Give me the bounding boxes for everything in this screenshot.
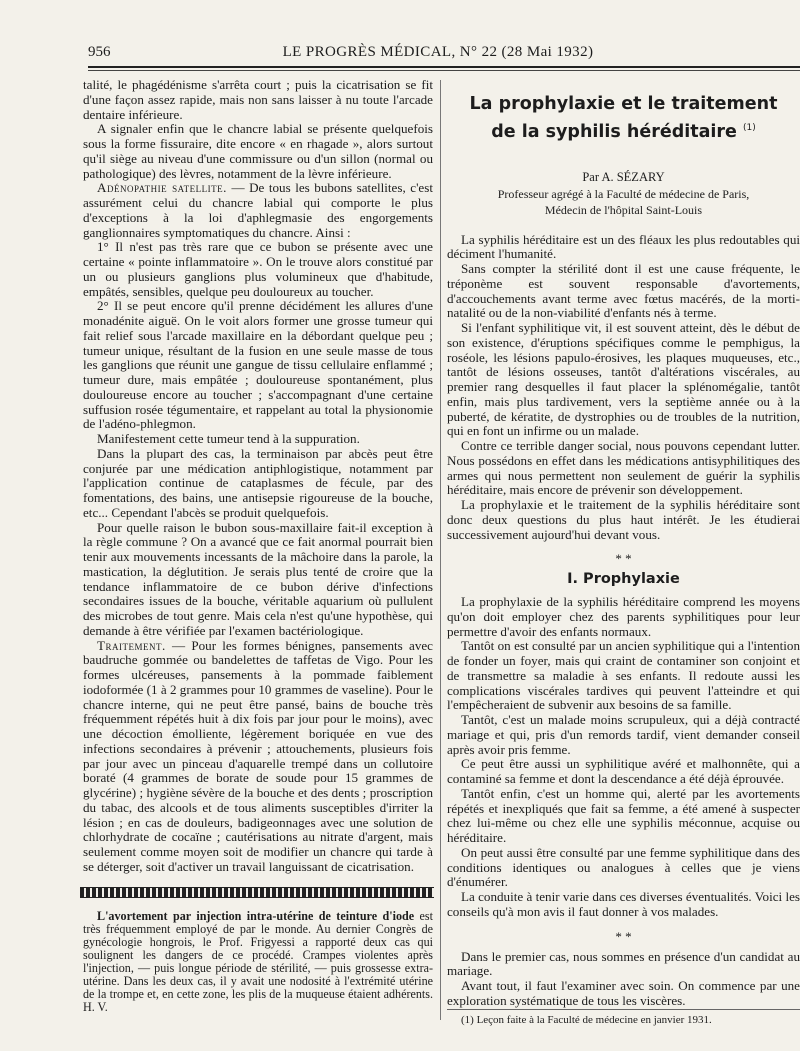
paragraph: Avant tout, il faut l'examiner avec soin. On commence par une exploration systématique de tous les viscères.	[447, 978, 800, 1008]
paragraph: 2° Il se peut encore qu'il prenne décidément les allures d'une monadénite aiguë. On le voit alors former une grosse tumeur qui fait relief sous l'arcade maxillaire en la débordant quelque peu ; tumeur unique, résultant de la fusion en une seule masse de tous les ganglions que réunit une gangue de tissu cellulaire enflammé ; tumeur dure, mais empâtée ; douloureuse spontanément, plus douloureuse encore au toucher ; s'accompagnant d'une certaine suffusion rosée tégumentaire, et rappelant au total la physionomie de l'adéno-phlegmon.	[83, 298, 433, 432]
paragraph: 1° Il n'est pas très rare que ce bubon se présente avec une certaine « pointe inflammatoire ». On le trouve alors constitué par un ou plusieurs ganglions plus volumineux que d'habitude, empâtés, sensibles, quelque peu douloureux au toucher.	[83, 239, 433, 299]
paragraph: La prophylaxie de la syphilis héréditaire comprend les moyens qu'on doit employer chez des parents syphilitiques pour leur permettre d'avoir des enfants normaux.	[447, 594, 800, 639]
paragraph: Tantôt on est consulté par un ancien syphilitique qui a l'intention de fonder un foyer, mais qui craint de contaminer son conjoint et de transmettre sa maladie à ses enfants. Il redoute aussi les complications viscérales tardives qui peuvent l'atteindre et qui l'empêcheraient de subvenir aux besoins de sa famille.	[447, 638, 800, 713]
paragraph: La conduite à tenir varie dans ces diverses éventualités. Voici les conseils qu'à mon avis il faut donner à vos malades.	[447, 889, 800, 919]
author-affiliation: Professeur agrégé à la Faculté de médecine de Paris,	[497, 186, 750, 201]
paragraph: Contre ce terrible danger social, nous pouvons cependant lutter. Nous possédons en effet dans les médications antisyphilitiques des armes qui nous permettent non seulement de guérir la syphilis héréditaire, mais encore de prévenir son développement.	[447, 438, 800, 498]
news-note-title: L'avortement par injection intra-utérine de teinture d'iode	[97, 908, 415, 923]
article-title-line: La prophylaxie et le traitement	[469, 94, 778, 114]
paragraph: Manifestement cette tumeur tend à la suppuration.	[97, 431, 360, 446]
paragraph: On peut aussi être consulté par une femme syphilitique dans des conditions identiques ou analogues à celles que je viens d'énumérer.	[447, 844, 800, 890]
run-in-heading: Traitement.	[97, 637, 166, 653]
article-title-line	[447, 116, 800, 144]
paragraph: La prophylaxie et le traitement de la syphilis héréditaire sont donc deux questions du plus haut intérêt. Je les étudierai successivement aujourd'hui devant vous.	[447, 497, 800, 542]
paragraph: Tantôt, c'est un malade moins scrupuleux, qui a déjà contracté mariage et qui, pris d'un remords tardif, vient demander conseil après avoir pris femme.	[447, 712, 800, 757]
paragraph: Sans compter la stérilité dont il est une cause fréquente, le tréponème est souvent responsable d'avortements, d'accouchements avant terme avec fœtus macérés, de la morti-natalité ou de la non-viabilité d'enfants nés à terme.	[447, 261, 800, 321]
paragraph: Pour quelle raison le bubon sous-maxillaire fait-il exception à la règle commune ? On a avancé que ce fait anormal pourrait bien tenir aux mouvements incessants de la mâchoire dans la parole, la mastication, la déglutition. Je serais plus tenté de croire que la tendance inflammatoire de ce bubon dérive d'infections secondaires issues de la bouche, véritable aquarium où pullulent des microbes de tout genre. Mais cela n'est qu'une hypothèse, qui demande à être vérifiée par l'examen bactériologique.	[83, 519, 433, 638]
journal-title: LE PROGRÈS MÉDICAL, N° 22 (28 Mai 1932)	[282, 44, 594, 60]
paragraph	[83, 181, 433, 240]
article-title	[447, 92, 800, 144]
paragraph-text: — De tous les bubons satellites, c'est assurément celui du chancre labial qui comporte le plus d'exceptions à la loi d'aphlegmasie des engorgements ganglionnaires symptomatiques du chancre. Ainsi :	[83, 180, 433, 240]
paragraph: talité, le phagédénisme s'arrêta court ; puis la cicatrisation se fit d'une façon assez rapide, mais non sans laisser à nu toute l'arcade dentaire inférieure.	[83, 77, 433, 122]
paragraph: Si l'enfant syphilitique vit, il est souvent atteint, dès le début de son existence, d'éruptions spécifiques comme le pemphigus, la roséole, les lésions papulo-érosives, les plaques muqueuses, etc., tantôt de lésions osseuses, tantôt d'altérations viscérales, au premier rang desquelles il faut placer la splénomégalie, tantôt enfin, mais plus tardivement, vers la septième année ou à la puberté, de kératite, de dystrophies ou de troubles de la nutrition, qui en font un infirme ou un malade.	[447, 320, 800, 439]
section-separator: * *	[615, 551, 632, 567]
paragraph: Dans le premier cas, nous sommes en présence d'un candidat au mariage.	[447, 948, 800, 979]
paragraph: La syphilis héréditaire est un des fléaux les plus redoutables qui déciment l'humanité.	[447, 231, 800, 262]
news-note-text: est très fréquemment employé de par le monde. Au dernier Congrès de gynécologie hongrois, le Prof. Frigyessi a rapporté deux cas qui soulignent les dangers de ce procédé. Crampes violentes après l'injection, — puis longue période de stérilité, — puis grossesse extra-utérine. Dans les deux cas, il y avait une nodosité à l'extrémité utérine de la trompe et, en cette zone, les plis de la muqueuse étaient adhérents. H. V.	[83, 908, 433, 1015]
running-header	[88, 44, 788, 64]
paragraph: A signaler enfin que le chancre labial se présente quelquefois sous la forme fissuraire, dite encore « en rhagade », alors surtout qu'il siège au niveau d'une commissure ou d'un sillon (normal ou pathologique) des lèvres, notamment de la lèvre inférieure.	[83, 121, 433, 181]
paragraph-text: — Pour les formes bénignes, pansements avec baudruche gommée ou bandelettes de taffetas de Vigo. Pour les formes ulcéreuses, pansements à la pommade faiblement iodoformée (1 à 2 grammes pour 10 grammes de vaseline). Pour le chancre interne, qui ne peut être pansé, bains de bouche très fréquemment répétés huit à dix fois par jour pour le moins), avec une décoction émolliente, légèrement boriquée en vue des infections secondaires à prévenir ; attouchements, plusieurs fois par jour avec un pinceau d'aquarelle trempé dans un collutoire boraté (4 grammes de borate de soude pour 15 grammes de glycérine) ; hygiène sévère de la bouche et des dents ; proscription du tabac, des alcools et de tous aliments susceptibles d'irriter la lésion ; en cas de douleurs, badigeonnages avec une solution de chlorhydrate de cocaïne ; cautérisations au nitrate d'argent, mais seulement comme moyen soit de modifier un chancre qui tarde à se déterger, soit d'activer un travail languissant de cicatrisation.	[83, 637, 433, 874]
header-rule	[88, 66, 800, 68]
right-column	[447, 80, 800, 1027]
run-in-heading: Adénopathie satellite.	[97, 180, 227, 196]
author-affiliation: Médecin de l'hôpital Saint-Louis	[544, 202, 703, 217]
page-number: 956	[88, 44, 111, 60]
header-rule-thin	[88, 70, 800, 71]
section-separator: * *	[615, 928, 632, 944]
paragraph: Ce peut être aussi un syphilitique avéré et malhonnête, qui a contaminé sa femme et dont la descendance a été déjà éprouvée.	[447, 756, 800, 787]
column-divider	[440, 80, 441, 1020]
news-note	[83, 910, 433, 1015]
paragraph: Dans la plupart des cas, la terminaison par abcès peut être conjurée par une médication antiphlogistique, notamment par l'application continue de cataplasmes de fécule, par des fomentations, des bains, une antisepsie rigoureuse de la bouche, etc... Cependant l'abcès se produit quelquefois.	[83, 445, 433, 520]
paragraph: Tantôt enfin, c'est un homme qui, alerté par les avortements répétés et inexpliqués que fait sa femme, a été amené à suspecter chez lui-même ou chez elle une syphilis méconnue, acquise ou héréditaire.	[447, 785, 800, 846]
ornamental-band	[80, 887, 434, 898]
footnote: (1) Leçon faite à la Faculté de médecine en janvier 1931.	[447, 1009, 800, 1027]
article-title-text: de la syphilis héréditaire	[491, 121, 737, 142]
paragraph	[83, 639, 433, 875]
left-column	[83, 78, 433, 1014]
section-heading: I. Prophylaxie	[567, 571, 680, 588]
author-byline: Par A. SÉZARY	[582, 169, 665, 184]
footnote-marker: (1)	[743, 123, 756, 133]
